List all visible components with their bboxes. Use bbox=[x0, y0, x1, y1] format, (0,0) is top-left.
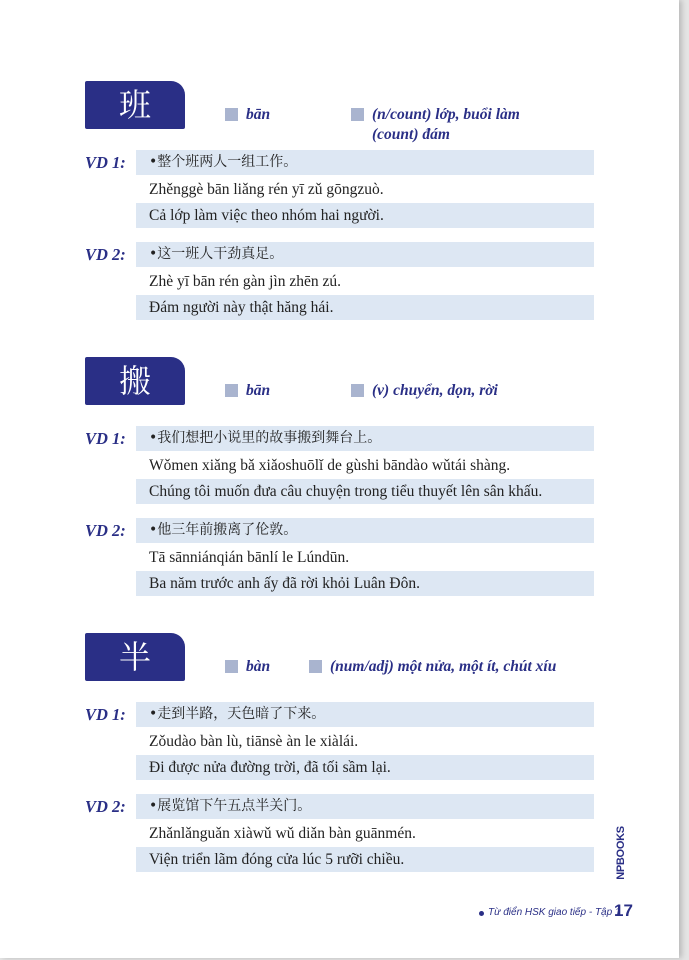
publisher-logo: NPBOOKS bbox=[615, 826, 627, 880]
example-label: VD 1: bbox=[85, 429, 126, 448]
headword-meaning bbox=[330, 657, 556, 677]
example-2 bbox=[0, 242, 679, 322]
meaning-bullet-square bbox=[351, 384, 364, 397]
example-label: VD 1: bbox=[85, 705, 126, 724]
meaning-line: (count) đám bbox=[372, 126, 450, 143]
headword-pinyin: bān bbox=[246, 382, 271, 399]
meaning-line: (n/count) lớp, buổi làm bbox=[372, 106, 520, 123]
headword-pinyin: bàn bbox=[246, 658, 271, 675]
headword-box bbox=[85, 81, 185, 129]
example-pinyin: Wǒmen xiǎng bǎ xiǎoshuōlǐ de gùshi bāndào wǔtái shàng. bbox=[149, 457, 511, 474]
example-chinese: •我们想把小说里的故事搬到舞台上。 bbox=[149, 430, 382, 446]
example-label: VD 2: bbox=[85, 797, 126, 816]
pinyin-bullet-square bbox=[225, 384, 238, 397]
headword-pinyin: bān bbox=[246, 106, 271, 123]
headword-meaning bbox=[372, 105, 520, 145]
example-vietnamese: Ba năm trước anh ấy đã rời khỏi Luân Đôn. bbox=[149, 575, 421, 592]
headword-hanzi: 半 bbox=[118, 638, 151, 676]
meaning-line: (num/adj) một nửa, một ít, chút xíu bbox=[330, 658, 557, 675]
example-vietnamese: Đi được nửa đường trời, đã tối sầm lại. bbox=[149, 759, 391, 776]
example-pinyin: Zhěnggè bān liǎng rén yī zǔ gōngzuò. bbox=[149, 181, 384, 198]
meaning-bullet-square bbox=[309, 660, 322, 673]
footer-book-title: Từ điển HSK giao tiếp - Tập 1 bbox=[488, 907, 621, 918]
example-chinese: •这一班人干劲真足。 bbox=[149, 246, 284, 262]
example-pinyin: Zhè yī bān rén gàn jìn zhēn zú. bbox=[149, 273, 341, 290]
example-2 bbox=[0, 794, 679, 880]
example-pinyin: Zhǎnlǎnguǎn xiàwǔ wǔ diǎn bàn guānmén. bbox=[149, 825, 416, 842]
headword-box bbox=[85, 357, 185, 405]
example-label: VD 1: bbox=[85, 153, 126, 172]
example-1 bbox=[0, 702, 679, 782]
pinyin-bullet-square bbox=[225, 108, 238, 121]
example-pinyin: Tā sānniánqián bānlí le Lúndūn. bbox=[149, 549, 350, 566]
meaning-bullet-square bbox=[351, 108, 364, 121]
example-chinese: •展览馆下午五点半关门。 bbox=[149, 798, 312, 814]
meaning-line: (v) chuyển, dọn, rời bbox=[372, 382, 498, 399]
example-label: VD 2: bbox=[85, 245, 126, 264]
footer-bullet bbox=[479, 911, 484, 916]
example-chinese: •走到半路，天色暗了下来。 bbox=[149, 706, 326, 722]
example-vietnamese: Viện triển lãm đóng cửa lúc 5 rưỡi chiều. bbox=[149, 851, 405, 868]
headword-meaning bbox=[372, 381, 498, 401]
example-pinyin: Zǒudào bàn lù, tiānsè àn le xiàlái. bbox=[149, 733, 359, 750]
example-vietnamese: Chúng tôi muốn đưa câu chuyện trong tiểu thuyết lên sân khấu. bbox=[149, 483, 543, 500]
example-2 bbox=[0, 518, 679, 598]
headword-box bbox=[85, 633, 185, 681]
pinyin-bullet-square bbox=[225, 660, 238, 673]
example-1 bbox=[0, 426, 679, 506]
page-number: 17 bbox=[614, 901, 633, 920]
example-vietnamese: Đám người này thật hăng hái. bbox=[149, 299, 334, 316]
example-chinese: •整个班两人一组工作。 bbox=[149, 154, 298, 170]
example-vietnamese: Cả lớp làm việc theo nhóm hai người. bbox=[149, 207, 384, 224]
example-label: VD 2: bbox=[85, 521, 126, 540]
headword-hanzi: 班 bbox=[118, 86, 151, 124]
headword-hanzi: 搬 bbox=[118, 362, 151, 400]
example-1 bbox=[0, 150, 679, 230]
example-chinese: •他三年前搬离了伦敦。 bbox=[149, 522, 298, 538]
